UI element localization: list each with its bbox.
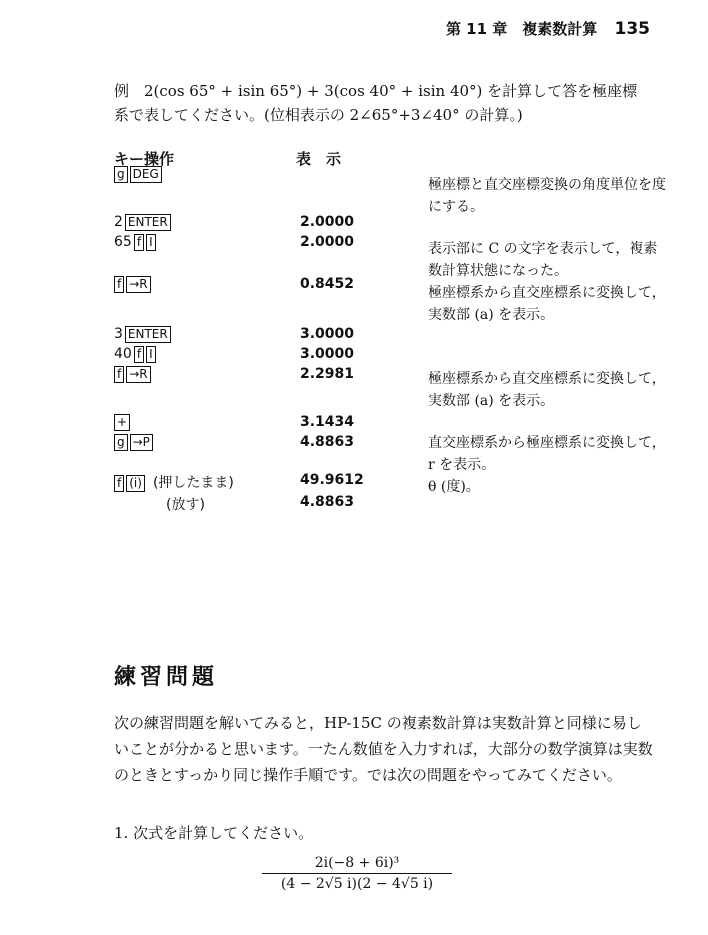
key-row <box>114 472 234 492</box>
key-row <box>114 326 173 343</box>
formula-numerator: 2i(−8 + 6i)³ <box>314 855 400 871</box>
display-value: 2.0000 <box>300 234 355 250</box>
key-row <box>114 414 132 431</box>
keys-column-header: キー操作 <box>114 150 175 168</box>
calculator-key: g <box>114 434 128 451</box>
display-value: 3.0000 <box>300 326 355 342</box>
calculator-key: f <box>114 475 124 492</box>
key-row <box>114 234 158 251</box>
calculator-key: →R <box>126 366 150 383</box>
calculator-key: ENTER <box>125 326 171 343</box>
calculator-key: f <box>114 366 124 383</box>
section-body: 次の練習問題を解いてみると，HP-15C の複素数計算は実数計算と同様に易しいことが分かると思います。一たん数値を入力すれば，大部分の数学演算は実数のときとすっかり同じ操作手順です。では次の問題をやってみてください。 <box>114 714 653 784</box>
key-row <box>114 494 205 514</box>
exercise-1: 1. 次式を計算してください。 <box>114 824 314 842</box>
page-header <box>446 18 650 39</box>
note-to-rect-1: 極座標系から直交座標系に変換して，実数部 (a) を表示。 <box>428 285 666 323</box>
display-column-header: 表 示 <box>296 150 342 168</box>
key-prefix: 40 <box>114 346 132 362</box>
note-complex-mode: 表示部に C の文字を表示して，複素数計算状態になった。 <box>428 241 658 279</box>
chapter-title: 第 11 章 複素数計算 <box>445 20 598 38</box>
display-value: 4.8863 <box>300 434 355 450</box>
note-to-polar: 直交座標系から極座標系に変換して，r を表示。 <box>428 435 666 473</box>
display-value: 3.0000 <box>300 346 355 362</box>
key-prefix: 3 <box>114 326 123 342</box>
key-row <box>114 276 153 293</box>
key-annotation: (押したまま) <box>152 475 234 491</box>
key-annotation: (放す) <box>166 497 205 513</box>
note-to-rect-2: 極座標系から直交座標系に変換して，実数部 (a) を表示。 <box>428 371 666 409</box>
exercise-formula <box>262 855 452 892</box>
fraction-bar <box>262 873 452 874</box>
key-row <box>114 366 153 383</box>
key-row <box>114 346 158 363</box>
calculator-key: f <box>134 346 144 363</box>
calculator-key: →P <box>130 434 153 451</box>
display-value: 4.8863 <box>300 494 355 510</box>
example-line-2: 系で表してください。(位相表示の 2∠65°+3∠40° の計算。) <box>114 106 523 124</box>
example-line-1: 例 2(cos 65° + isin 65°) + 3(cos 40° + isin 40°) を計算して答を極座標 <box>114 82 638 100</box>
calculator-key: I <box>146 234 156 251</box>
display-value: 2.2981 <box>300 366 355 382</box>
formula-denominator: (4 − 2√5 i)(2 − 4√5 i) <box>280 876 434 892</box>
key-row <box>114 214 173 231</box>
display-value: 49.9612 <box>300 472 364 488</box>
calculator-key: f <box>114 276 124 293</box>
note-deg: 極座標と直交座標変換の角度単位を度にする。 <box>428 177 666 215</box>
page-number: 135 <box>614 19 650 39</box>
calculator-key: (i) <box>126 475 145 492</box>
calculator-key: DEG <box>130 166 162 183</box>
calculator-key: ENTER <box>125 214 171 231</box>
calculator-key: + <box>114 414 130 431</box>
calculator-key: →R <box>126 276 150 293</box>
key-prefix: 2 <box>114 214 123 230</box>
note-theta: θ (度)。 <box>428 479 480 495</box>
calculator-key: f <box>134 234 144 251</box>
key-row <box>114 166 164 183</box>
calculator-key: I <box>146 346 156 363</box>
display-value: 2.0000 <box>300 214 355 230</box>
display-value: 3.1434 <box>300 414 355 430</box>
key-row <box>114 434 155 451</box>
key-prefix: 65 <box>114 234 132 250</box>
calculator-key: g <box>114 166 128 183</box>
display-value: 0.8452 <box>300 276 355 292</box>
section-title: 練習問題 <box>114 664 219 690</box>
